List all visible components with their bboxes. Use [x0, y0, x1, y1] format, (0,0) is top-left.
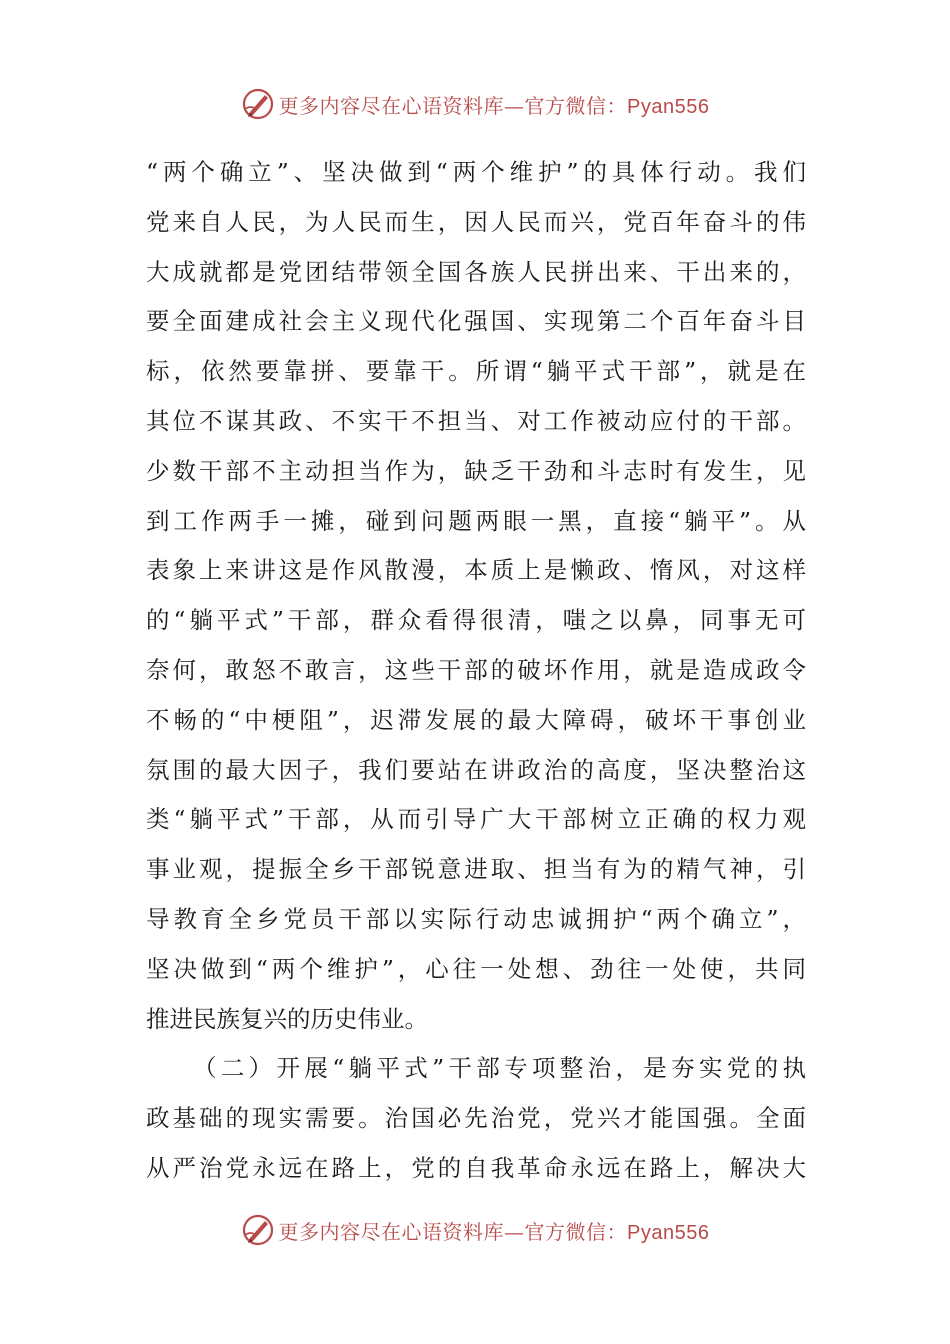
watermark-label: 更多内容尽在心语资料库—官方微信： — [278, 1219, 628, 1244]
body-line: 党来自人民，为人民而生，因人民而兴，党百年奋斗的伟 — [146, 207, 806, 236]
footer-watermark — [0, 1210, 950, 1250]
body-line: 要全面建成社会主义现代化强国、实现第二个百年奋斗目 — [146, 307, 806, 336]
body-line: 大成就都是党团结带领全国各族人民拼出来、干出来的， — [146, 257, 806, 286]
body-line: 氛围的最大因子，我们要站在讲政治的高度，坚决整治这 — [146, 755, 806, 784]
body-line: 从严治党永远在路上，党的自我革命永远在路上，解决大 — [146, 1153, 806, 1182]
pen-logo-icon — [241, 1213, 275, 1247]
body-line: “两个确立”、坚决做到“两个维护”的具体行动。我们 — [146, 158, 806, 186]
body-line: 少数干部不主动担当作为，缺乏干劲和斗志时有发生，见 — [146, 456, 806, 485]
body-line: 的“躺平式”干部，群众看得很清，嗤之以鼻，同事无可 — [146, 606, 806, 635]
body-line: 表象上来讲这是作风散漫，本质上是懒政、惰风，对这样 — [146, 556, 806, 585]
body-line: 事业观，提振全乡干部锐意进取、担当有为的精气神，引 — [146, 855, 806, 884]
watermark-id: Pyan556 — [627, 95, 710, 118]
document-body — [146, 148, 806, 1194]
watermark-text — [279, 1216, 710, 1245]
pen-logo-icon — [241, 87, 275, 121]
body-line: 政基础的现实需要。治国必先治党，党兴才能国强。全面 — [146, 1104, 806, 1133]
body-line: 不畅的“中梗阻”，迟滞发展的最大障碍，破坏干事创业 — [146, 705, 806, 734]
body-line: 类“躺平式”干部，从而引导广大干部树立正确的权力观 — [146, 805, 806, 834]
body-line: 到工作两手一摊，碰到问题两眼一黑，直接“躺平”。从 — [146, 506, 806, 535]
body-line: 奈何，敢怒不敢言，这些干部的破坏作用，就是造成政令 — [146, 655, 806, 684]
watermark-id: Pyan556 — [627, 1221, 710, 1244]
body-line: 导教育全乡党员干部以实际行动忠诚拥护“两个确立”， — [146, 904, 806, 933]
header-watermark — [0, 84, 950, 124]
paragraph-end-line: 推进民族复兴的历史伟业。 — [146, 1004, 428, 1033]
watermark-label: 更多内容尽在心语资料库—官方微信： — [278, 93, 628, 118]
paragraph-start-line: （二）开展“躺平式”干部专项整治，是夯实党的执 — [193, 1054, 806, 1083]
body-line: 坚决做到“两个维护”，心往一处想、劲往一处使，共同 — [146, 954, 806, 983]
body-line: 标，依然要靠拼、要靠干。所谓“躺平式干部”，就是在 — [146, 357, 806, 386]
watermark-text — [279, 90, 710, 119]
body-line: 其位不谋其政、不实干不担当、对工作被动应付的干部。 — [146, 406, 806, 435]
